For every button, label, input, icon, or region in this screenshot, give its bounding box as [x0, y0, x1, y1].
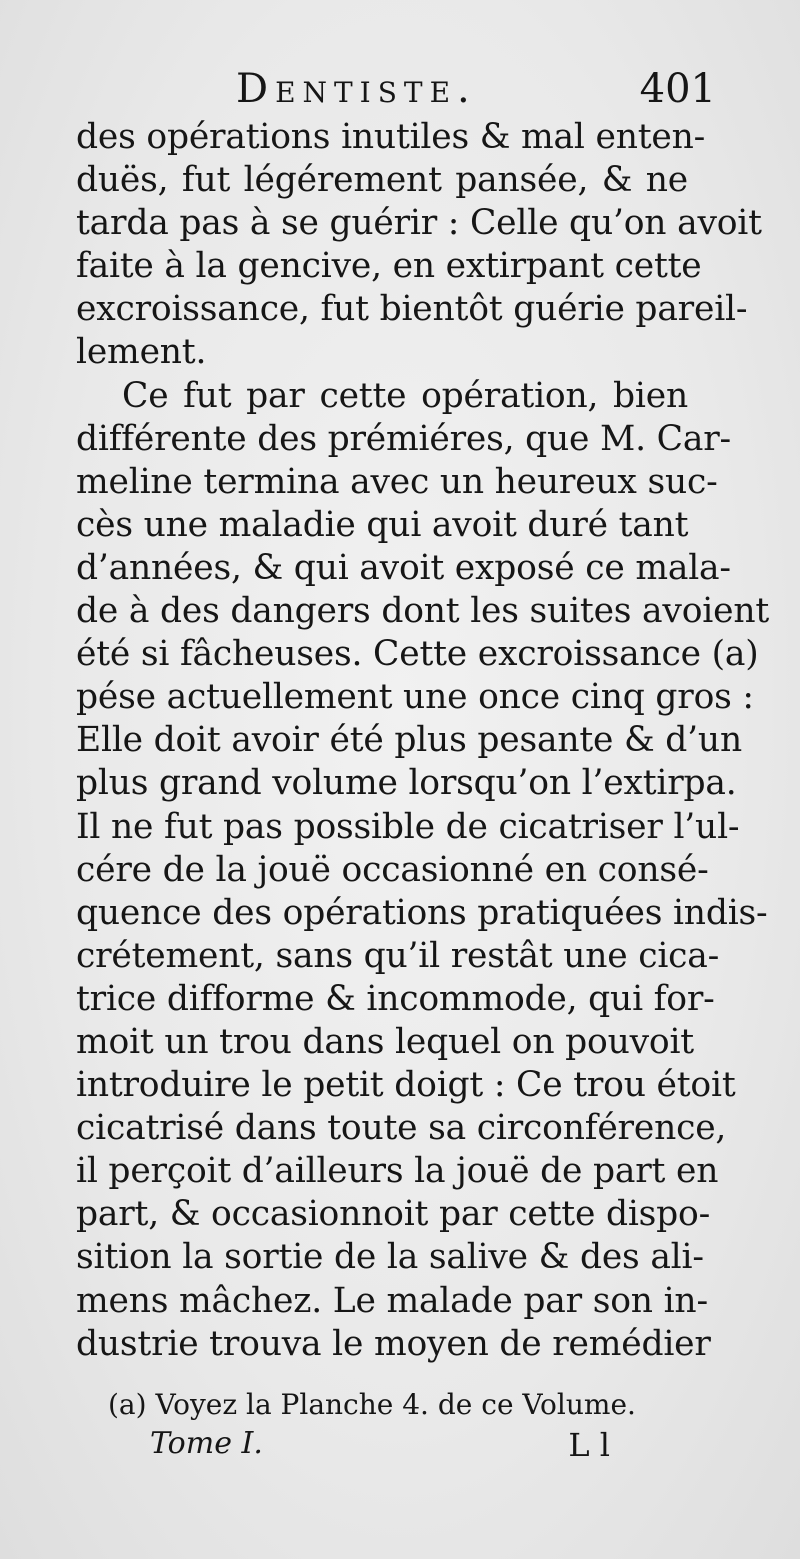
text-line: lement. [76, 332, 207, 373]
body-text [76, 116, 770, 1366]
text-line: des opérations inutiles & mal enten- [76, 117, 706, 157]
text-line: faite à la gencive, en extirpant cette [76, 246, 702, 287]
signature-mark: L l [568, 1426, 610, 1464]
text-line: différente des prémiéres, que M. Car- [76, 418, 731, 459]
page-footer [150, 1426, 610, 1466]
page-header [76, 66, 716, 118]
text-line: crétement, sans qu’il restât une cica- [76, 935, 720, 976]
text-line: part, & occasionnoit par cette dispo- [76, 1194, 711, 1235]
text-line: tarda pas à se guérir : Celle qu’on avoit [76, 203, 762, 244]
text-line: de à des dangers dont les suites avoient [76, 591, 770, 632]
running-title: Dentiste. [236, 66, 477, 112]
text-line: mens mâchez. Le malade par son in- [76, 1280, 708, 1321]
text-line: d’années, & qui avoit exposé ce mala- [76, 547, 731, 588]
text-line: cére de la jouë occasionné en consé- [76, 849, 709, 890]
text-line: plus grand volume lorsqu’on l’extirpa. [76, 763, 737, 804]
text-line: Elle doit avoir été plus pesante & d’un [76, 720, 742, 761]
page-number: 401 [639, 66, 716, 112]
text-line: il perçoit d’ailleurs la jouë de part en [76, 1151, 719, 1192]
text-line: excroissance, fut bientôt guérie pareil- [76, 289, 748, 330]
text-line: Il ne fut pas possible de cicatriser l’ul- [76, 806, 740, 847]
volume-label: Tome I. [150, 1426, 263, 1461]
footnote: (a) Voyez la Planche 4. de ce Volume. [108, 1388, 636, 1421]
text-line: quence des opérations pratiquées indis- [76, 892, 768, 933]
text-line: cès une maladie qui avoit duré tant [76, 504, 689, 545]
text-line: été si fâcheuses. Cette excroissance (a) [76, 634, 759, 675]
text-line: pése actuellement une once cinq gros : [76, 677, 754, 718]
text-line: trice difforme & incommode, qui for- [76, 978, 715, 1019]
text-line: moit un trou dans lequel on pouvoit [76, 1021, 694, 1062]
text-line: dustrie trouva le moyen de remédier [76, 1323, 711, 1364]
text-line: sition la sortie de la salive & des ali- [76, 1237, 704, 1278]
text-line: introduire le petit doigt : Ce trou étoit [76, 1065, 736, 1106]
text-line: meline termina avec un heureux suc- [76, 461, 718, 502]
text-line: cicatrisé dans toute sa circonférence, [76, 1108, 727, 1149]
text-line: duës, fut légérement pansée, & ne [76, 160, 688, 201]
text-line: Ce fut par cette opération, bien [122, 375, 688, 416]
